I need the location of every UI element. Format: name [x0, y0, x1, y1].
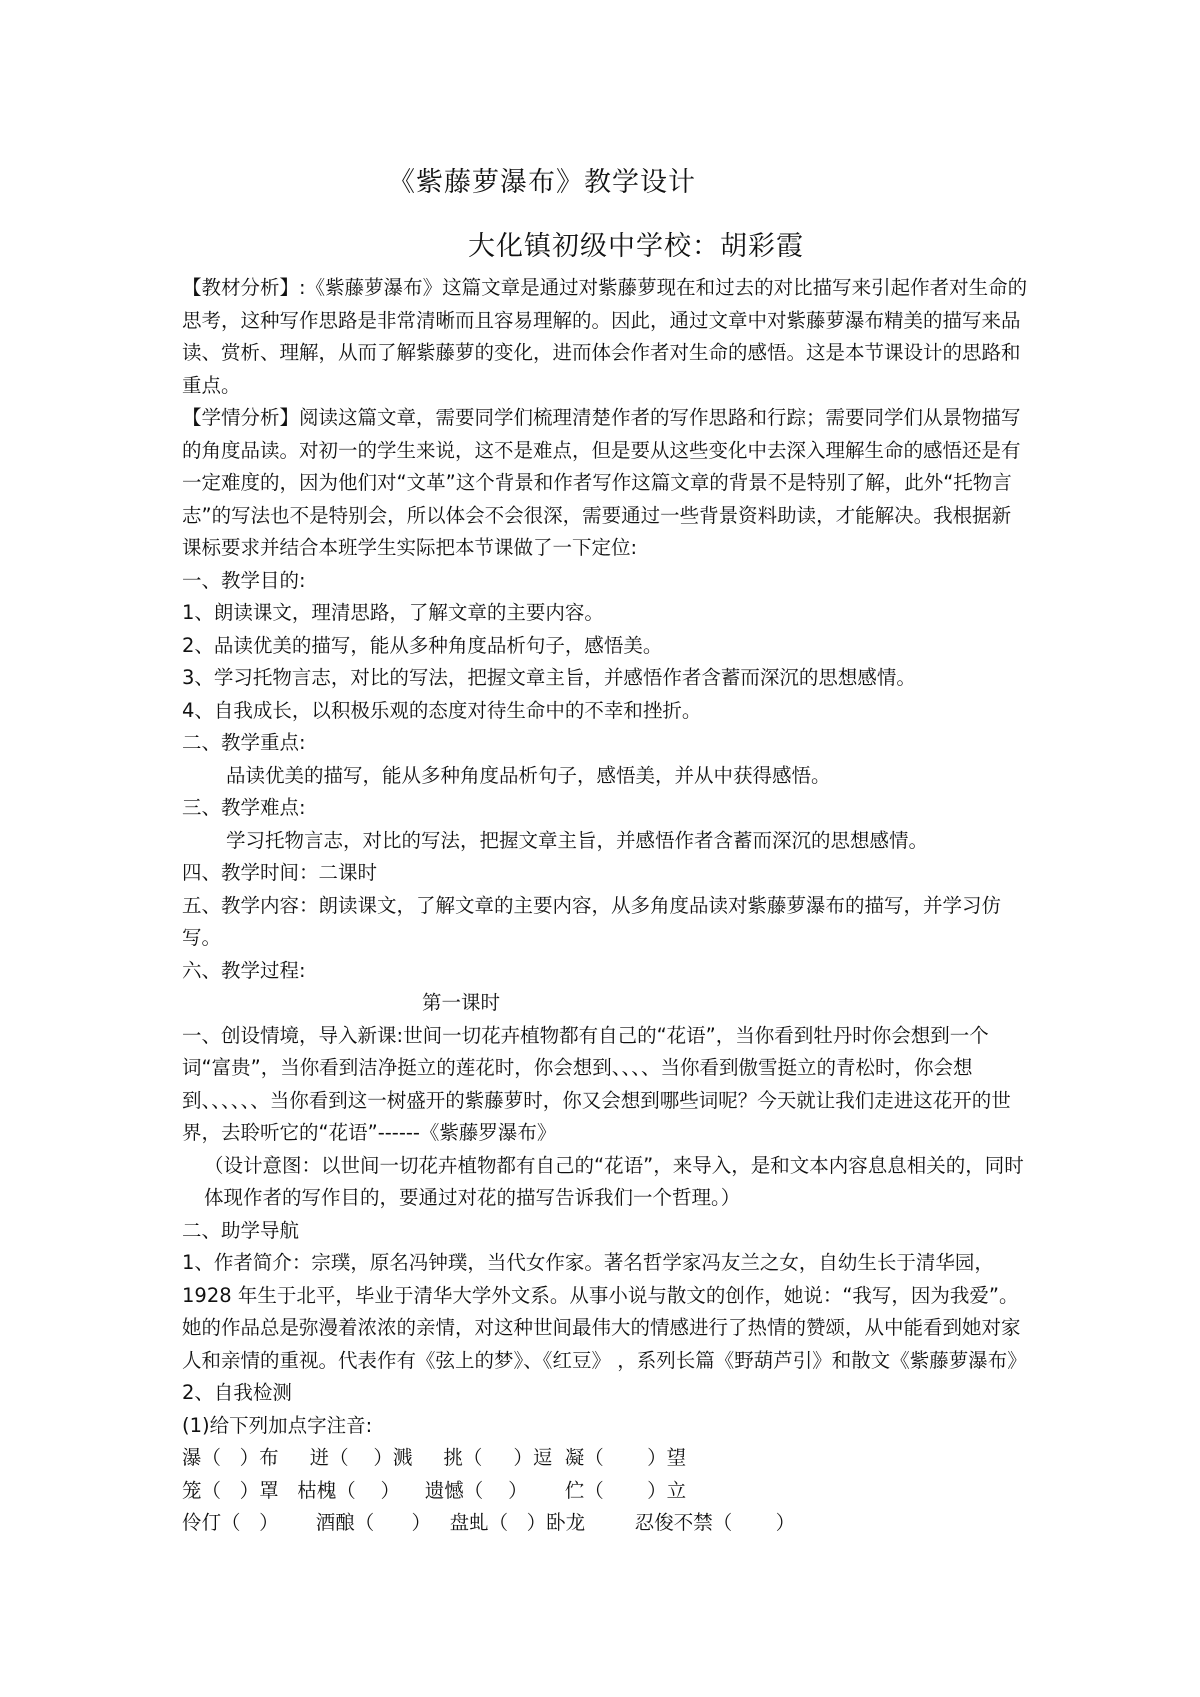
self-test-heading: 2、自我检测 — [182, 1381, 292, 1404]
document-body — [182, 272, 1028, 1540]
goal-item: 3、学习托物言志，对比的写法，把握文章主旨，并感悟作者含蓄而深沉的思想感情。 — [182, 666, 916, 689]
key-points-heading: 二、教学重点: — [182, 731, 306, 754]
goal-item: 1、朗读课文，理清思路，了解文章的主要内容。 — [182, 601, 604, 624]
pinyin-row: 瀑（ ）布 迸（ ）溅 挑（ ）逗 凝（ ）望 — [182, 1446, 687, 1469]
difficulties-heading: 三、教学难点: — [182, 796, 306, 819]
design-intent-paragraph: （设计意图：以世间一切花卉植物都有自己的“花语”，来导入，是和文本内容息息相关的，同时体现作者的写作目的，要通过对花的描写告诉我们一个哲理。） — [204, 1153, 1024, 1209]
material-analysis-paragraph: 【教材分析】:《紫藤萝瀑布》这篇文章是通过对紫藤萝现在和过去的对比描写来引起作者对生命的思考，这种写作思路是非常清晰而且容易理解的。因此，通过文章中对紫藤萝瀑布精美的描写来品读、赏析、理解，从而了解紫藤萝的变化，进而体会作者对生命的感悟。这是本节课设计的思路和重点。 — [182, 276, 1028, 397]
pinyin-heading: (1)给下列加点字注音: — [182, 1413, 373, 1437]
teaching-content: 五、教学内容：朗读课文，了解文章的主要内容，从多角度品读对紫藤萝瀑布的描写，并学习仿写。 — [182, 893, 1002, 949]
pinyin-row: 笼（ ）罩 枯槐（ ） 遗憾（ ） 伫（ ）立 — [182, 1478, 687, 1502]
goal-item: 2、品读优美的描写，能从多种角度品析句子，感悟美。 — [182, 633, 663, 657]
author-intro-paragraph: 1、作者简介：宗璞，原名冯钟璞，当代女作家。著名哲学家冯友兰之女，自幼生长于清华园，1928 年生于北平，毕业于清华大学外文系。从事小说与散文的创作，她说：“我写，因为我爱”。她的作品总是弥漫着浓浓的亲情，对这种世间最伟大的情感进行了热情的赞颂，从中能看到她对家人和亲情的重视。代表作有《弦上的梦》、《红豆》 ，系列长篇《野葫芦引》和散文《紫藤萝瀑布》 — [182, 1251, 1027, 1372]
author-line: 大化镇初级中学校：胡彩霞 — [468, 231, 804, 262]
teaching-time: 四、教学时间：二课时 — [182, 861, 378, 884]
document-title: 《紫藤萝瀑布》教学设计 — [388, 167, 696, 198]
difficulties-text: 学习托物言志，对比的写法，把握文章主旨，并感悟作者含蓄而深沉的思想感情。 — [226, 828, 929, 852]
pinyin-row: 伶仃（ ） 酒酿（ ） 盘虬（ ）卧龙 忍俊不禁（ ） — [182, 1511, 796, 1534]
guide-heading: 二、助学导航 — [182, 1218, 300, 1242]
goal-item: 4、自我成长，以积极乐观的态度对待生命中的不幸和挫折。 — [182, 698, 702, 722]
lesson-one-heading: 第一课时 — [422, 991, 501, 1014]
key-points-text: 品读优美的描写，能从多种角度品析句子，感悟美，并从中获得感悟。 — [226, 763, 831, 787]
intro-paragraph: 一、创设情境，导入新课:世间一切花卉植物都有自己的“花语”，当你看到牡丹时你会想到一个词“富贵”，当你看到洁净挺立的莲花时，你会想到、、、、当你看到傲雪挺立的青松时，你会想到、、、、、、当你看到这一树盛开的紫藤萝时，你又会想到哪些词呢？今天就让我们走进这花开的世界，去聆听它的“花语”------《紫藤罗瀑布》 — [182, 1023, 1011, 1144]
process-heading: 六、教学过程: — [182, 958, 306, 982]
goals-heading: 一、教学目的: — [182, 568, 306, 592]
student-analysis-paragraph: 【学情分析】阅读这篇文章，需要同学们梳理清楚作者的写作思路和行踪；需要同学们从景物描写的角度品读。对初一的学生来说，这不是难点，但是要从这些变化中去深入理解生命的感悟还是有一定难度的，因为他们对“文革”这个背景和作者写作这篇文章的背景不是特别了解，此外“托物言志”的写法也不是特别会，所以体会不会很深，需要通过一些背景资料助读，才能解决。我根据新课标要求并结合本班学生实际把本节课做了一下定位: — [182, 406, 1021, 559]
